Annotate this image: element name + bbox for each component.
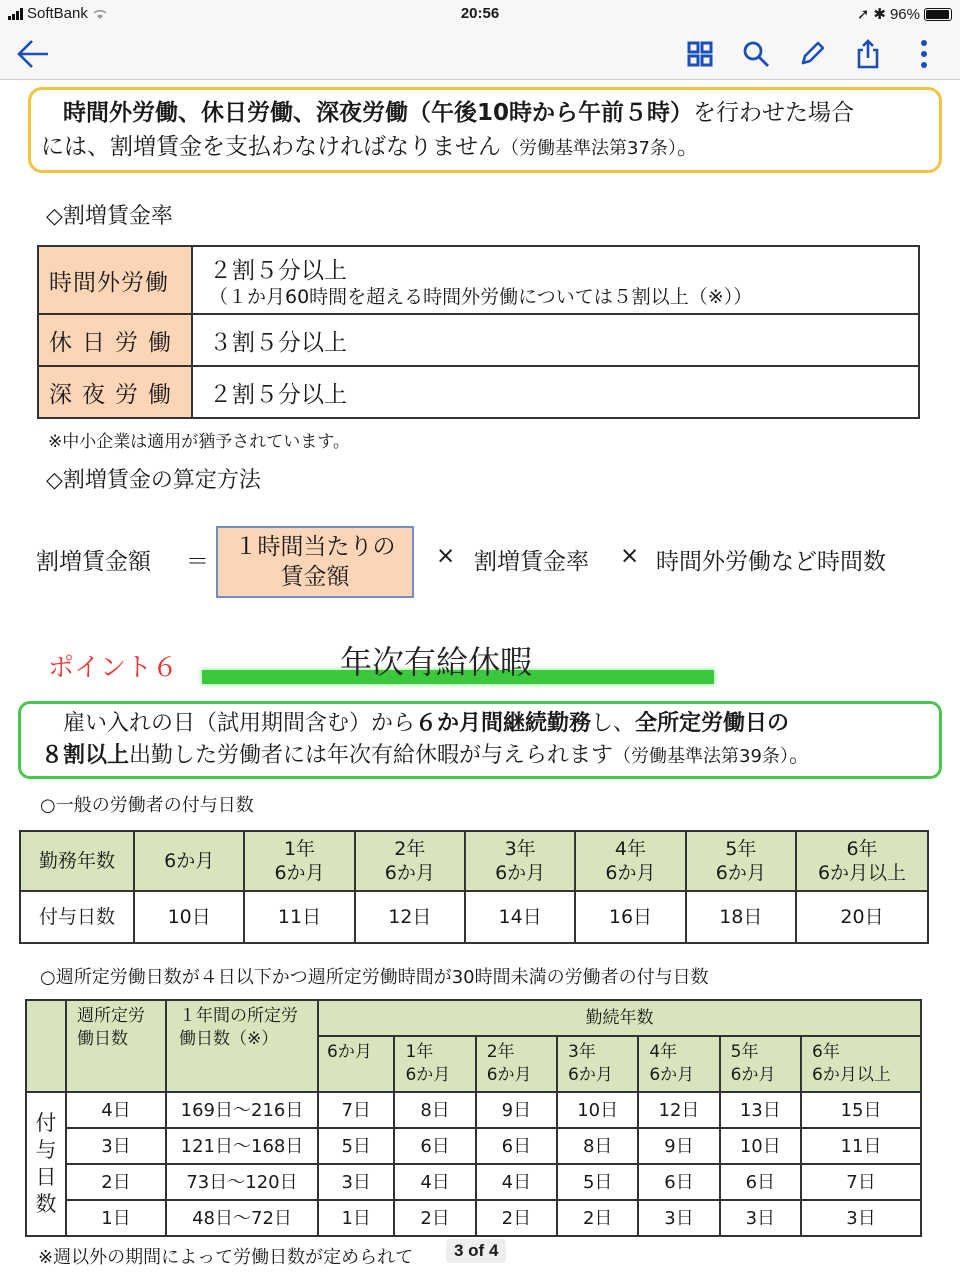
header-cell: １年間の所定労働日数（※） — [166, 1000, 318, 1092]
header-cell: 付与日数 — [20, 891, 134, 943]
notice-text: 。 — [676, 134, 700, 160]
annotate-button[interactable] — [794, 36, 830, 72]
document-page[interactable] — [0, 81, 960, 1280]
rate-table — [37, 245, 920, 419]
share-button[interactable] — [850, 36, 886, 72]
overtime-notice — [28, 87, 942, 173]
days-cell: 5日 — [318, 1128, 394, 1164]
rate-value — [192, 246, 919, 314]
notice-text: 雇い入れの日（試用期間含む）から — [63, 711, 416, 736]
search-button[interactable] — [738, 36, 774, 72]
weekly-cell: 2日 — [66, 1164, 166, 1200]
days-cell: 10日 — [134, 891, 244, 943]
law-reference: （労働基準法第39条） — [613, 746, 789, 767]
header-cell: 勤続年数 — [318, 1000, 921, 1036]
days-cell: 4日 — [476, 1164, 557, 1200]
part-time-heading: ○週所定労働日数が４日以下かつ週所定労働時間が30時間未満の労働者の付与日数 — [40, 967, 709, 988]
rate-label: 深夜労働 — [38, 366, 192, 418]
days-cell: 6日 — [720, 1164, 801, 1200]
rate-value: ２割５分以上 — [192, 366, 919, 418]
year-cell: 6年 6か月以上 — [796, 831, 928, 891]
bluetooth-icon: ✱ — [873, 6, 886, 23]
days-cell: 10日 — [720, 1128, 801, 1164]
days-cell: 13日 — [720, 1092, 801, 1128]
times-sign: × — [436, 543, 456, 569]
days-cell: 6日 — [394, 1128, 475, 1164]
days-cell: 1日 — [318, 1200, 394, 1236]
weekly-cell: 1日 — [66, 1200, 166, 1236]
law-reference: （労働基準法第37条） — [501, 138, 677, 159]
header-cell: 勤務年数 — [20, 831, 134, 891]
hourly-wage-box — [216, 526, 414, 598]
more-icon — [919, 39, 929, 69]
search-icon — [742, 40, 770, 68]
year-cell: 6か月 — [318, 1036, 394, 1092]
year-cell: 5年 6か月 — [686, 831, 796, 891]
rate-label: 休日労働 — [38, 314, 192, 366]
paid-leave-notice — [18, 701, 942, 779]
annual-cell: 169日～216日 — [166, 1092, 318, 1128]
year-cell: 2年 6か月 — [476, 1036, 557, 1092]
times-sign: × — [620, 543, 640, 569]
days-cell: 11日 — [801, 1128, 921, 1164]
grid-icon — [687, 41, 713, 67]
status-bar — [0, 0, 960, 28]
days-cell: 11日 — [244, 891, 354, 943]
formula-lhs: 割増賃金額 — [36, 549, 151, 575]
point-label: ポイント６ — [48, 653, 179, 683]
carrier: SoftBank — [27, 5, 88, 22]
general-heading: ○一般の労働者の付与日数 — [40, 795, 254, 816]
year-cell: 4年 6か月 — [575, 831, 685, 891]
battery-icon — [924, 8, 952, 21]
days-cell: 2日 — [394, 1200, 475, 1236]
days-cell: 9日 — [638, 1128, 719, 1164]
rate-sub: （１か月60時間を超える時間外労働については５割以上（※）） — [209, 285, 753, 308]
days-cell: 7日 — [801, 1164, 921, 1200]
year-cell: 1年 6か月 — [244, 831, 354, 891]
notice-bold: ８割以上 — [41, 743, 130, 768]
annual-cell: 121日～168日 — [166, 1128, 318, 1164]
days-cell: 8日 — [557, 1128, 638, 1164]
formula-hours: 時間外労働など時間数 — [656, 549, 886, 575]
year-cell: 6か月 — [134, 831, 244, 891]
notice-bold: ６か月間継続勤務 — [415, 711, 592, 736]
days-cell: 2日 — [476, 1200, 557, 1236]
days-cell: 14日 — [465, 891, 575, 943]
part-time-grant-table — [25, 999, 922, 1237]
annual-cell: 73日～120日 — [166, 1164, 318, 1200]
year-cell: 6年 6か月以上 — [801, 1036, 921, 1092]
formula-rate: 割増賃金率 — [474, 549, 589, 575]
formula-equals: ＝ — [186, 549, 209, 575]
annual-cell: 48日～72日 — [166, 1200, 318, 1236]
days-cell: 12日 — [355, 891, 465, 943]
rate-label: 時間外労働 — [38, 246, 192, 314]
toolbar — [0, 28, 960, 80]
rate-heading: ◇割増賃金率 — [46, 204, 173, 229]
days-cell: 18日 — [686, 891, 796, 943]
notice-text: 出勤した労働者には年次有給休暇が与えられます — [129, 743, 614, 768]
pencil-icon — [798, 40, 826, 68]
notice-text: し、 — [591, 711, 636, 736]
page-indicator: 3 of 4 — [446, 1239, 506, 1263]
rate-value-text: ２割５分以上 — [209, 257, 347, 284]
year-cell: 3年 6か月 — [557, 1036, 638, 1092]
days-cell: 3日 — [801, 1200, 921, 1236]
days-cell: 12日 — [638, 1092, 719, 1128]
year-cell: 4年 6か月 — [638, 1036, 719, 1092]
weekly-cell: 3日 — [66, 1128, 166, 1164]
notice-text: には、割増賃金を支払わなければなりません — [41, 134, 501, 160]
days-cell: 16日 — [575, 891, 685, 943]
days-cell: 6日 — [638, 1164, 719, 1200]
year-cell: 1年 6か月 — [394, 1036, 475, 1092]
formula — [36, 526, 936, 598]
days-cell: 8日 — [394, 1092, 475, 1128]
side-label: 付与日数 — [26, 1092, 66, 1236]
general-grant-table — [19, 830, 929, 944]
header-cell: 週所定労働日数 — [66, 1000, 166, 1092]
share-icon — [855, 39, 881, 69]
back-arrow-icon — [14, 36, 54, 72]
year-cell: 2年 6か月 — [355, 831, 465, 891]
days-cell: 3日 — [720, 1200, 801, 1236]
days-cell: 3日 — [318, 1164, 394, 1200]
weekly-cell: 4日 — [66, 1092, 166, 1128]
days-cell: 10日 — [557, 1092, 638, 1128]
days-cell: 2日 — [557, 1200, 638, 1236]
year-cell: 3年 6か月 — [465, 831, 575, 891]
more-button[interactable] — [906, 36, 942, 72]
days-cell: 9日 — [476, 1092, 557, 1128]
back-button[interactable] — [14, 36, 54, 72]
calc-heading: ◇割増賃金の算定方法 — [46, 468, 261, 493]
days-cell: 6日 — [476, 1128, 557, 1164]
blank-cell — [26, 1000, 66, 1092]
thumbnails-button[interactable] — [682, 36, 718, 72]
notice-text: を行わせた場合 — [693, 100, 855, 126]
section-title: 年次有給休暇 — [340, 643, 533, 681]
days-cell: 7日 — [318, 1092, 394, 1128]
location-icon: ➚ — [856, 6, 870, 23]
days-cell: 20日 — [796, 891, 928, 943]
notice-text: 。 — [788, 743, 811, 768]
box-line: １時間当たりの — [234, 534, 396, 560]
rate-value: ３割５分以上 — [192, 314, 919, 366]
notice-bold: 全所定労働日の — [635, 711, 790, 736]
days-cell: 4日 — [394, 1164, 475, 1200]
rate-note: ※中小企業は適用が猶予されています。 — [48, 432, 350, 452]
part-time-note: ※週以外の期間によって労働日数が定められて — [38, 1247, 414, 1268]
box-line: 賃金額 — [280, 564, 350, 590]
days-cell: 5日 — [557, 1164, 638, 1200]
year-cell: 5年 6か月 — [720, 1036, 801, 1092]
clock: 20:56 — [460, 5, 500, 22]
days-cell: 3日 — [638, 1200, 719, 1236]
days-cell: 15日 — [801, 1092, 921, 1128]
battery-percent: 96% — [889, 5, 920, 23]
notice-bold: 時間外労働、休日労働、深夜労働（午後10時から午前５時） — [63, 100, 694, 126]
